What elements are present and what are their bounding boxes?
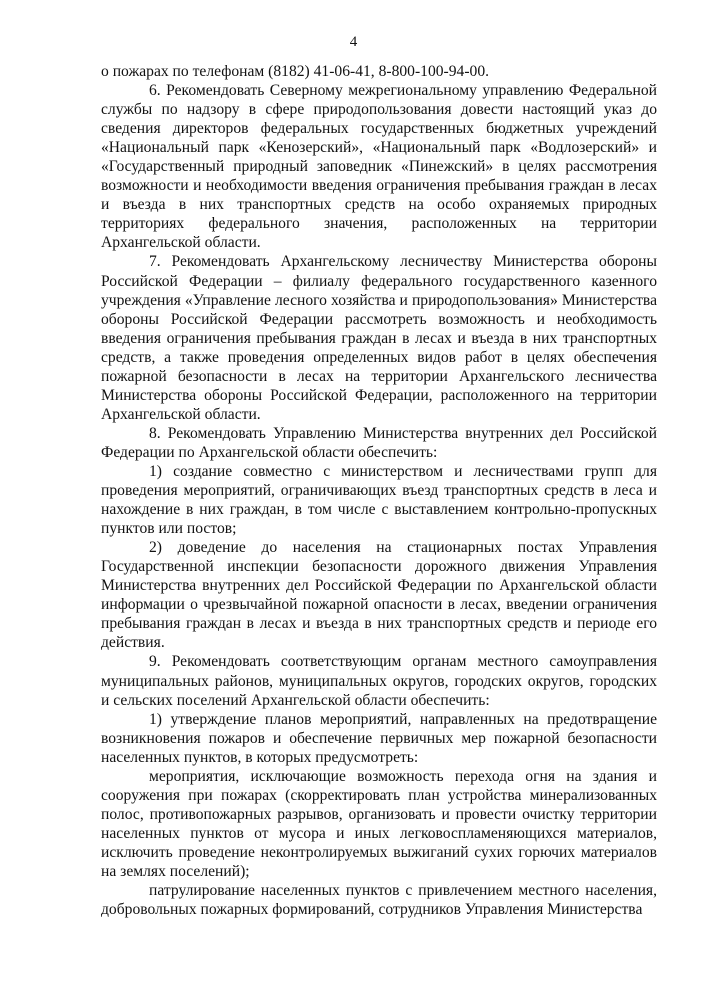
- paragraph-item-8-subitem-2: 2) доведение до населения на стационарных постах Управления Государственной инспекции безопасности дорожного движения Управления Министерства внутренних дел Российской Федерации по Архангельской области информации о чрезвычайной пожарной опасности в лесах, введении ограничения пребывания граждан в лесах и въезда в них транспортных средств и периоде его действия.: [101, 539, 657, 652]
- paragraph-item-9: 9. Рекомендовать соответствующим органам местного самоуправления муниципальных районов, муниципальных округов, городских округов, городских и сельских поселений Архангельской области обеспечить:: [101, 653, 657, 709]
- paragraph-item-7: 7. Рекомендовать Архангельскому лесничеству Министерства обороны Российской Федерации – филиалу федерального государственного казенного учреждения «Управление лесного хозяйства и природопользования» Министерства обороны Российской Федерации рассмотреть возможность и необходимость введения ограничения пребывания граждан в лесах и въезда в них транспортных средств, а также проведения определенных видов работ в целях обеспечения пожарной безопасности в лесах на территории Архангельского лесничества Министерства обороны Российской Федерации, расположенного на территории Архангельской области.: [101, 253, 657, 423]
- paragraph-item-8: 8. Рекомендовать Управлению Министерства внутренних дел Российской Федерации по Архангельской области обеспечить:: [101, 424, 657, 461]
- paragraph-fire-prevention-measures: мероприятия, исключающие возможность перехода огня на здания и сооружения при пожарах (скорректировать план устройства минерализованных полос, противопожарных разрывов, организовать и провести очистку территории населенных пунктов от мусора и иных легковоспламеняющихся материалов, исключить проведение неконтролируемых выжиганий сухих горючих материалов на землях поселений);: [101, 767, 657, 880]
- paragraph-item-8-subitem-1: 1) создание совместно с министерством и лесничествами групп для проведения мероприятий, ограничивающих въезд транспортных средств в леса и нахождение в них граждан, в том числе с выставлением контрольно-пропускных пунктов или постов;: [101, 462, 657, 538]
- document-body: [101, 62, 657, 919]
- paragraph-patrolling: патрулирование населенных пунктов с привлечением местного населения, добровольных пожарных формирований, сотрудников Управления Министерства: [101, 882, 657, 919]
- paragraph-item-6: 6. Рекомендовать Северному межрегиональному управлению Федеральной службы по надзору в сфере природопользования довести настоящий указ до сведения директоров федеральных государственных бюджетных учреждений «Национальный парк «Кенозерский», «Национальный парк «Водлозерский» и «Государственный природный заповедник «Пинежский» в целях рассмотрения возможности и необходимости введения ограничения пребывания граждан в лесах и въезда в них транспортных средств на особо охраняемых природных территориях федерального значения, расположенных на территории Архангельской области.: [101, 82, 657, 252]
- paragraph-item-9-subitem-1: 1) утверждение планов мероприятий, направленных на предотвращение возникновения пожаров и обеспечение первичных мер пожарной безопасности населенных пунктов, в которых предусмотреть:: [101, 710, 657, 766]
- paragraph-phone-numbers: о пожарах по телефонам (8182) 41-06-41, 8-800-100-94-00.: [101, 63, 490, 80]
- page-number: 4: [349, 34, 358, 50]
